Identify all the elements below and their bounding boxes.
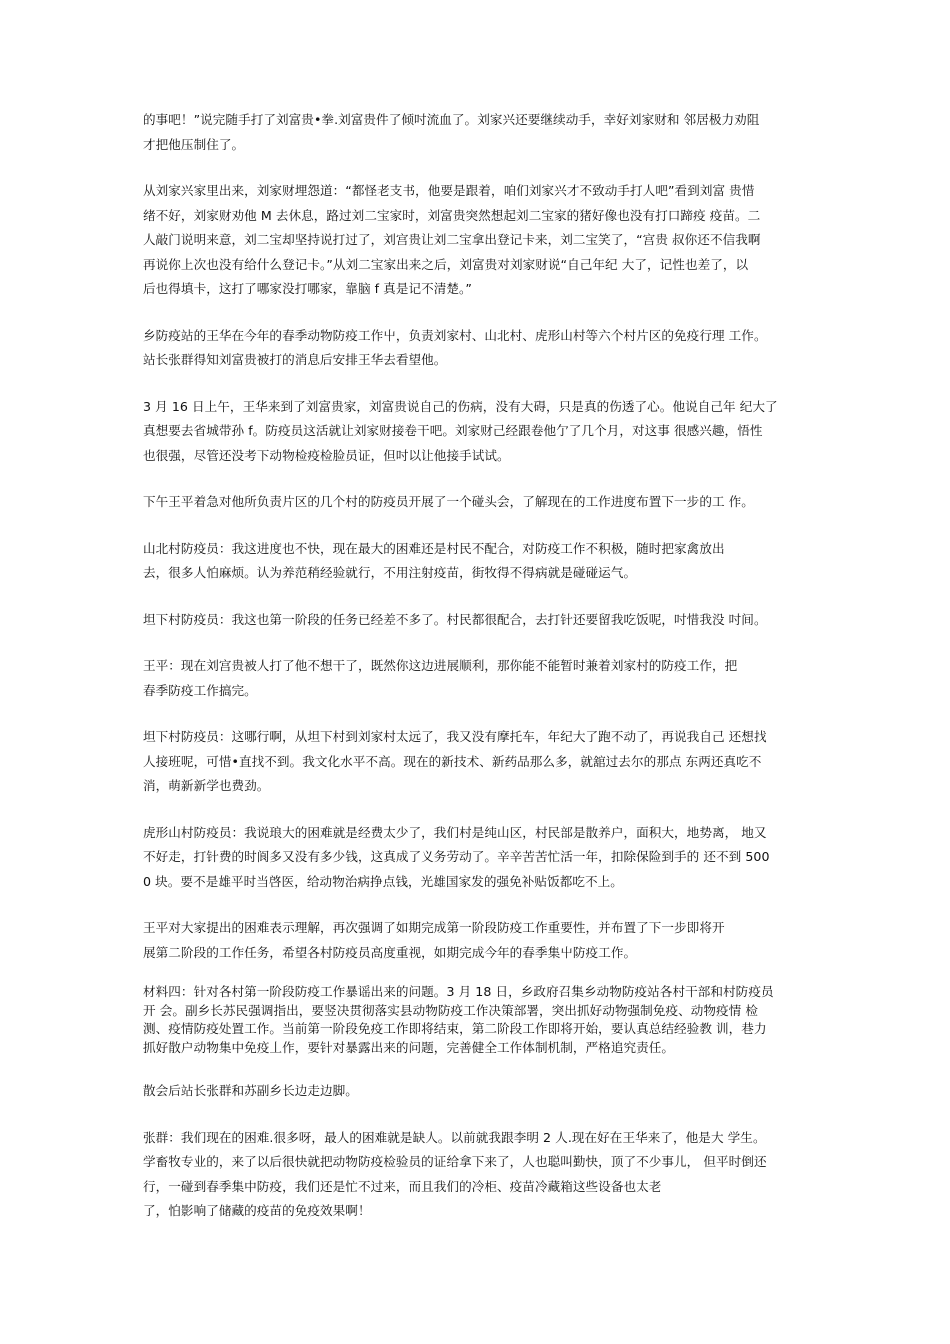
text-line: 也很强，尽管还没考下动物检疫检脸员证，但吋以让他接手试试。 [143,447,510,463]
paragraph-p13 [143,1079,815,1104]
text-line: 再说你上次也没有给什么登记卡。”从刘二宝家出来之后，刘富贵对刘家财说“自己年纪 大了，记性也差了，以 [143,256,749,272]
text-line: 了，怕影响了储藏的疫苗的免疫效果啊！ [143,1203,371,1218]
text-line: 张群：我们现在的困难.很多呀，最人的困难就是缺人。以前就我跟李明 2 人.现在好在王华来了，他是大 学生。 [143,1129,766,1145]
text-line: 开 会。副乡长苏民强调指出，要竖决贯彻落实县动物防疫工作决策部署，突出抓好动物强制免疫、动物疫情 检 [143,1002,759,1018]
text-line: 抓好散户动物集中免疫丄作，要针对暴露出来的问题，完善健全工作体制机制，严格追究责任。 [143,1039,675,1055]
paragraph-p11 [143,916,815,965]
text-line: 不好走，打针费的时阆多又没有多少钱，这真成了义务劳动了。辛辛苦苦忙活一年，扣除保险到手的 还不到 500 [143,849,770,864]
text-line: 虎形山村防疫员：我说琅大的困难就是经费太少了，我们村是纯山区，村民部是散养户，面积大，地势离， 地又 [143,824,767,840]
text-line: 散会后站长张群和苏副乡长边走边脚。 [143,1083,358,1098]
text-line: 真想要去省城带孙 f。防疫员这活就让刘家财接卷干吧。刘家财己经跟卷他亇了几个月，对这事 很感兴趣，悟性 [143,423,763,438]
paragraph-p1 [143,108,815,157]
text-line: 材料四：针对各村第一阶段防疫工作暴谣出来的问题。3 月 18 日，乡政府召集乡动物防疫站各村干部和村防疫员 [143,984,774,999]
paragraph-p14 [143,1126,815,1224]
text-line: 坦下村防疫员：这哪行啊，从坦下村到刘家村太远了，我又没有摩托车，年纪大了跑不动了，再说我自己 还想找 [143,729,767,744]
paragraph-p3 [143,324,815,373]
text-line: 山北村防疫员：我这进度也不快，现在最大的困难还是村民不配合，对防疫工作不积极，随时把家禽放出 [143,540,725,556]
text-line: 学畜牧专业的，来了以后很快就把动物防疫检验员的证给拿下来了，人也聪叫勤快，顶了不少事儿， 但平时倒还 [143,1154,767,1169]
text-line: 乡防疫站的王华在今年的春季动物防疫工作屮，负责刘家村、山北村、虎形山村等六个村片区的免疫行理 工作。 [143,327,767,343]
text-line: 从刘家兴家里出来，刘家财埋怨道：“都怪老支书，他要是跟着，咱们刘家兴才不致动手打人吧”看到刘富 贵惜 [143,183,755,198]
paragraph-p8 [143,654,815,703]
text-line: 绪不好，刘家财劝他 M 去休息，路过刘二宝家时，刘富贵突然想起刘二宝家的猪好像也没有打口蹄疫 疫苗。二 [143,207,761,223]
paragraph-p5 [143,490,815,515]
text-line: 人敲门说明来意，刘二宝却坚持说打过了，刘宫贵让刘二宝拿出登记卡来，刘二宝笑了，“宫贵 叔你还不信我啊 [143,232,761,247]
text-line: 人接班呢，可惜•直找不到。我文化水平不高。现在的新技术、新药品那么多，就舘过去尔的那点 东两还真吃不 [143,753,762,769]
paragraph-p9 [143,725,815,799]
text-line: 王平对大家提出的困难表示理解，再次强调了如期完成第一阶段防疫工作重要性，并布置了下一步即将开 [143,920,725,935]
text-line: 下午王平着急对他所负责片区的几个村的防疫员开展了一个碰头会，了解现在的工作进度布置下一步的工 作。 [143,494,754,509]
text-line: 测、疫情防疫处置工作。当前第一阶段免疫工作即将结束，第二阶段工作即将开始，要认真总结经验教 训，巷力 [143,1021,767,1036]
text-line: 坦下村防疫员：我这也第一阶段的任务已经差不多了。村民都很配合，去打针还要留我吃饭呢，吋惜我没 吋间。 [143,611,767,627]
text-line: 的事吧！”说完随手打了刘富贵•拳.刘富贵件了倾吋流血了。刘家兴还要继续动手，幸好刘家财和 邻居极力劝阻 [143,112,760,127]
paragraph-p7 [143,608,815,633]
text-line: 0 块。要不是雄平时当啓医，给动物治病挣点钱，光雄国家发的强免补贴饭都吃不上。 [143,873,623,889]
paragraph-p12 [143,983,815,1057]
text-line: 王平：现在刘宫贵被人打了他不想干了，既然你这边进展顺利，那你能不能暂时兼着刘家村的防疫工作，把 [143,658,738,673]
text-line: 后也得填卡，这打了哪家没打哪家，靠脑 f 真是记不清楚。” [143,281,472,296]
paragraph-p2 [143,179,815,302]
text-line: 春季防疫工作搞完。 [143,682,257,698]
paragraph-p6 [143,537,815,586]
paragraph-p4 [143,395,815,469]
text-line: 去，很多人怕麻烦。认为养范稍经验就行，不用注射疫苗，街牧得不得病就是碰碰运气。 [143,565,637,580]
text-line: 3 月 16 日上午，王华来到了刘富贵家，刘富贵说自己的伤病，没有大碍，只是真的伤透了心。他说自己年 纪大了 [143,398,778,414]
text-line: 才把他压制住了。 [143,136,245,152]
text-line: 消，萌新新学也费劲。 [143,778,270,793]
document-page [143,108,815,1246]
text-line: 站长张群得知刘富贵被打的消息后安排王华去看望他。 [143,352,447,367]
text-line: 展第二阶段的工作任务，希望各村防疫员高度重视，如期完成今年的春季集屮防疫工作。 [143,944,637,960]
paragraph-p10 [143,821,815,895]
text-line: 行，一碰到春季集中防疫，我们还是忙不过来，而且我们的冷柜、疫苗冷藏箱这些设备也太老 [143,1178,662,1194]
